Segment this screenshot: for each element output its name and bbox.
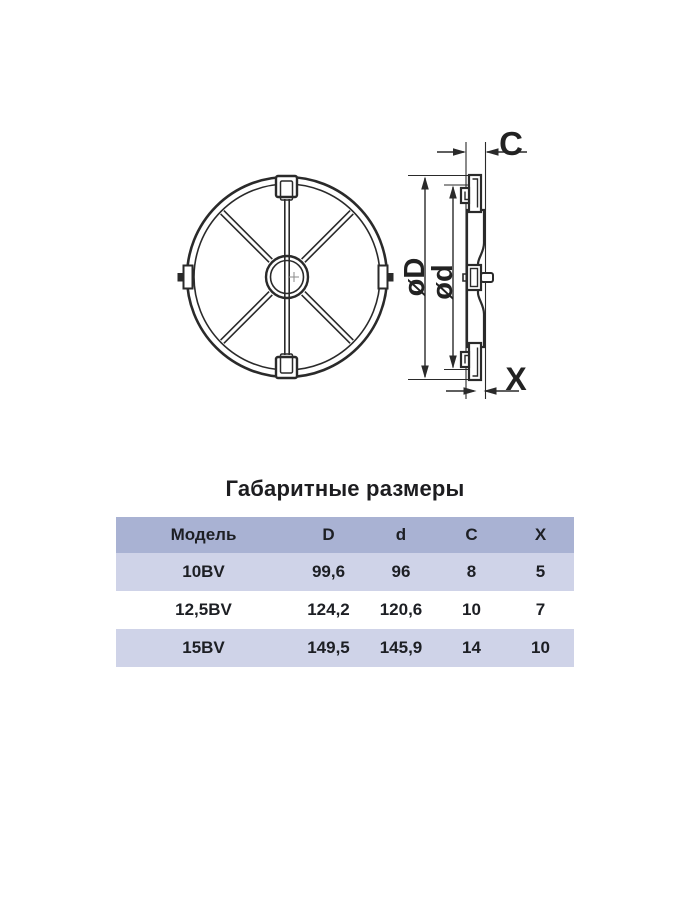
- label-x: X: [505, 361, 527, 397]
- cell-x: 7: [535, 600, 546, 619]
- col-header-x: X: [507, 517, 574, 553]
- table-row: [116, 553, 574, 591]
- cell-d-inner: 145,9: [379, 638, 423, 657]
- center-mark-icon: [289, 272, 299, 282]
- cell-c: 14: [462, 638, 481, 657]
- technical-drawing: [0, 0, 690, 430]
- col-header-d-outer: D: [291, 517, 366, 553]
- cell-d-inner: 96: [391, 562, 411, 581]
- front-view-grille: [178, 176, 394, 378]
- col-header-model: Модель: [116, 517, 291, 553]
- cell-c: 8: [466, 562, 477, 581]
- label-outer-diameter: øD: [399, 257, 431, 297]
- cell-d-inner: 120,6: [379, 600, 423, 619]
- cell-model: 10BV: [182, 562, 225, 581]
- table-row: [116, 591, 574, 629]
- outer-ring: [187, 177, 387, 377]
- right-clip: [379, 266, 394, 289]
- table-header-row: [116, 517, 574, 553]
- cell-d-outer: 149,5: [307, 638, 350, 657]
- cell-x: 5: [535, 562, 546, 581]
- cell-d-outer: 124,2: [307, 600, 350, 619]
- col-header-c: C: [436, 517, 507, 553]
- table-row: [116, 629, 574, 667]
- center-hub: [266, 256, 308, 298]
- cell-model: 15BV: [182, 638, 225, 657]
- label-c: C: [499, 125, 523, 162]
- cell-d-outer: 99,6: [311, 562, 346, 581]
- side-view-profile: [399, 125, 527, 399]
- spokes: [221, 199, 354, 355]
- table-title: Габаритные размеры: [225, 476, 465, 501]
- col-header-d-inner: d: [366, 517, 436, 553]
- cell-c: 10: [462, 600, 481, 619]
- label-inner-diameter: ød: [427, 264, 459, 300]
- dimensions-table: [116, 517, 574, 667]
- bottom-mount-tab: [276, 354, 297, 378]
- left-clip: [178, 266, 193, 289]
- top-mount-tab: [276, 176, 297, 200]
- cell-model: 12,5BV: [175, 600, 232, 619]
- cell-x: 10: [531, 638, 550, 657]
